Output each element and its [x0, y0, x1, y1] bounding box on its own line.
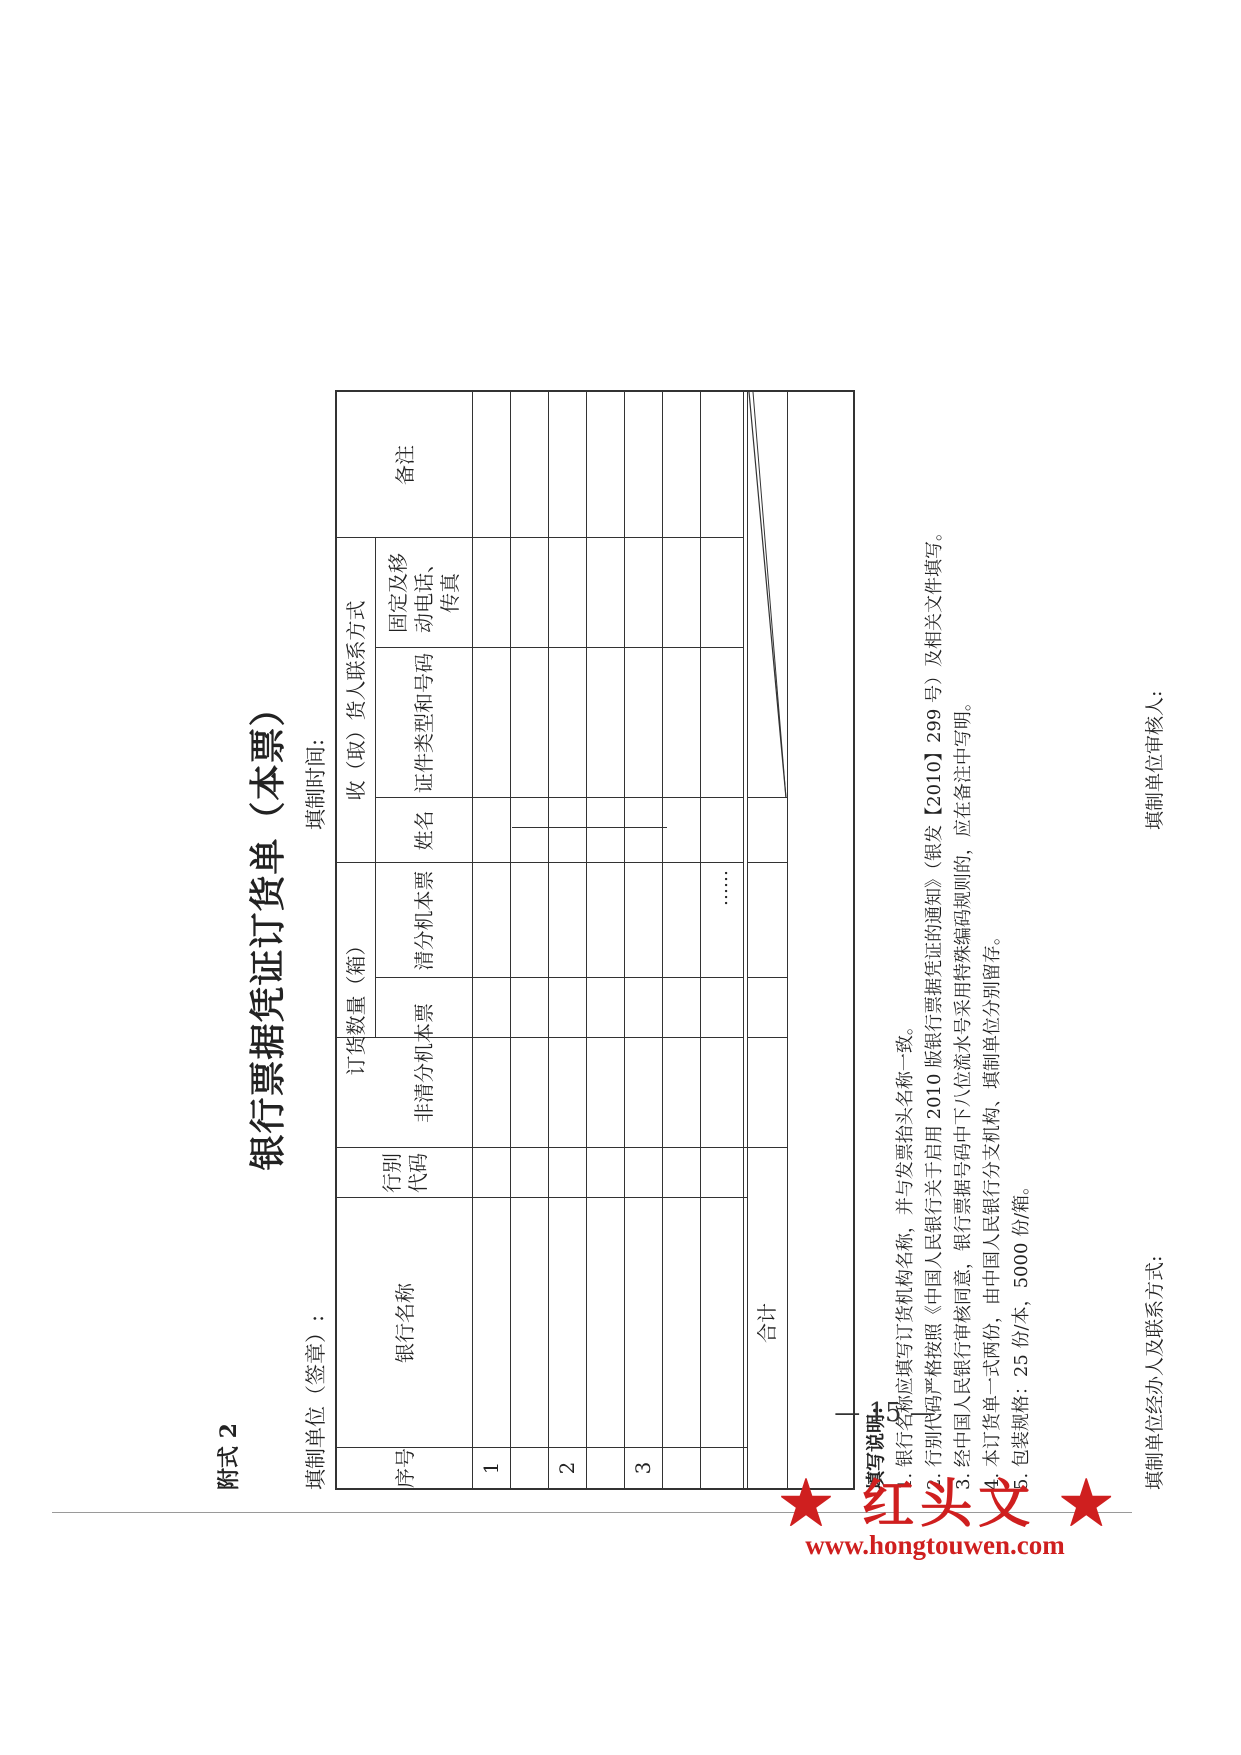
appendix-label: 附式 2	[216, 1423, 242, 1490]
total-row-slash	[747, 392, 787, 798]
instruction-item: 4. 本订货单一式两份，由中国人民银行分支机构、填制单位分别留存。	[982, 927, 1003, 1490]
form-title: 银行票据凭证订货单（本票）	[247, 689, 289, 1171]
header-id-type-number: 证件类型和号码	[411, 653, 436, 793]
header-seq: 序号	[392, 1448, 417, 1488]
row-number: 3	[631, 1461, 655, 1475]
row-number: 2	[555, 1461, 579, 1475]
header-phone-fax: 固定及移动电话、传真	[385, 553, 462, 633]
instructions-title: 填写说明:	[865, 1406, 887, 1490]
ellipsis-row-marker: ……	[710, 870, 732, 906]
total-label: 合计	[755, 1303, 779, 1343]
instruction-item: 3. 经中国人民银行审核同意，银行票据号码中下八位流水号采用特殊编码规则的，应在备注中写明。	[953, 693, 974, 1490]
watermark-logo-text: ★ 红头文 ★	[780, 1474, 1119, 1535]
header-receiver-contact: 收（取）货人联系方式	[344, 600, 368, 801]
contact-person-label: 填制单位经办人及联系方式:	[1144, 1255, 1166, 1490]
header-clearing: 清分机本票	[411, 870, 436, 971]
instructions	[862, 523, 1036, 1490]
watermark-url: www.hongtouwen.com	[805, 1530, 1065, 1560]
instruction-item: 1. 银行名称应填写订货机构名称，并与发票抬头名称一致。	[895, 1017, 916, 1490]
reviewer-label: 填制单位审核人:	[1144, 690, 1166, 830]
row-number: 1	[479, 1461, 503, 1475]
rotated-form-page	[200, 330, 1166, 1530]
header-order-qty: 订货数量（箱）	[344, 935, 368, 1076]
filling-unit-label: 填制单位（签章）:	[304, 1314, 328, 1490]
header-bank-name: 银行名称	[392, 1283, 417, 1363]
filling-time-label: 填制时间:	[304, 738, 328, 830]
header-remarks: 备注	[392, 445, 417, 485]
instruction-item: 5. 包装规格：25 份/本，5000 份/箱。	[1011, 1176, 1032, 1490]
header-name: 姓名	[411, 810, 436, 851]
instruction-item: 2. 行别代码严格按照《中国人民银行关于启用 2010 版银行票据凭证的通知》（银发【2010】299 号）及相关文件填写。	[924, 522, 945, 1490]
header-non-clearing: 非清分机本票	[411, 1003, 436, 1123]
page-number: — 15 —	[834, 1398, 936, 1428]
order-table	[335, 390, 855, 1490]
header-bank-code: 行别代码	[379, 1153, 430, 1193]
